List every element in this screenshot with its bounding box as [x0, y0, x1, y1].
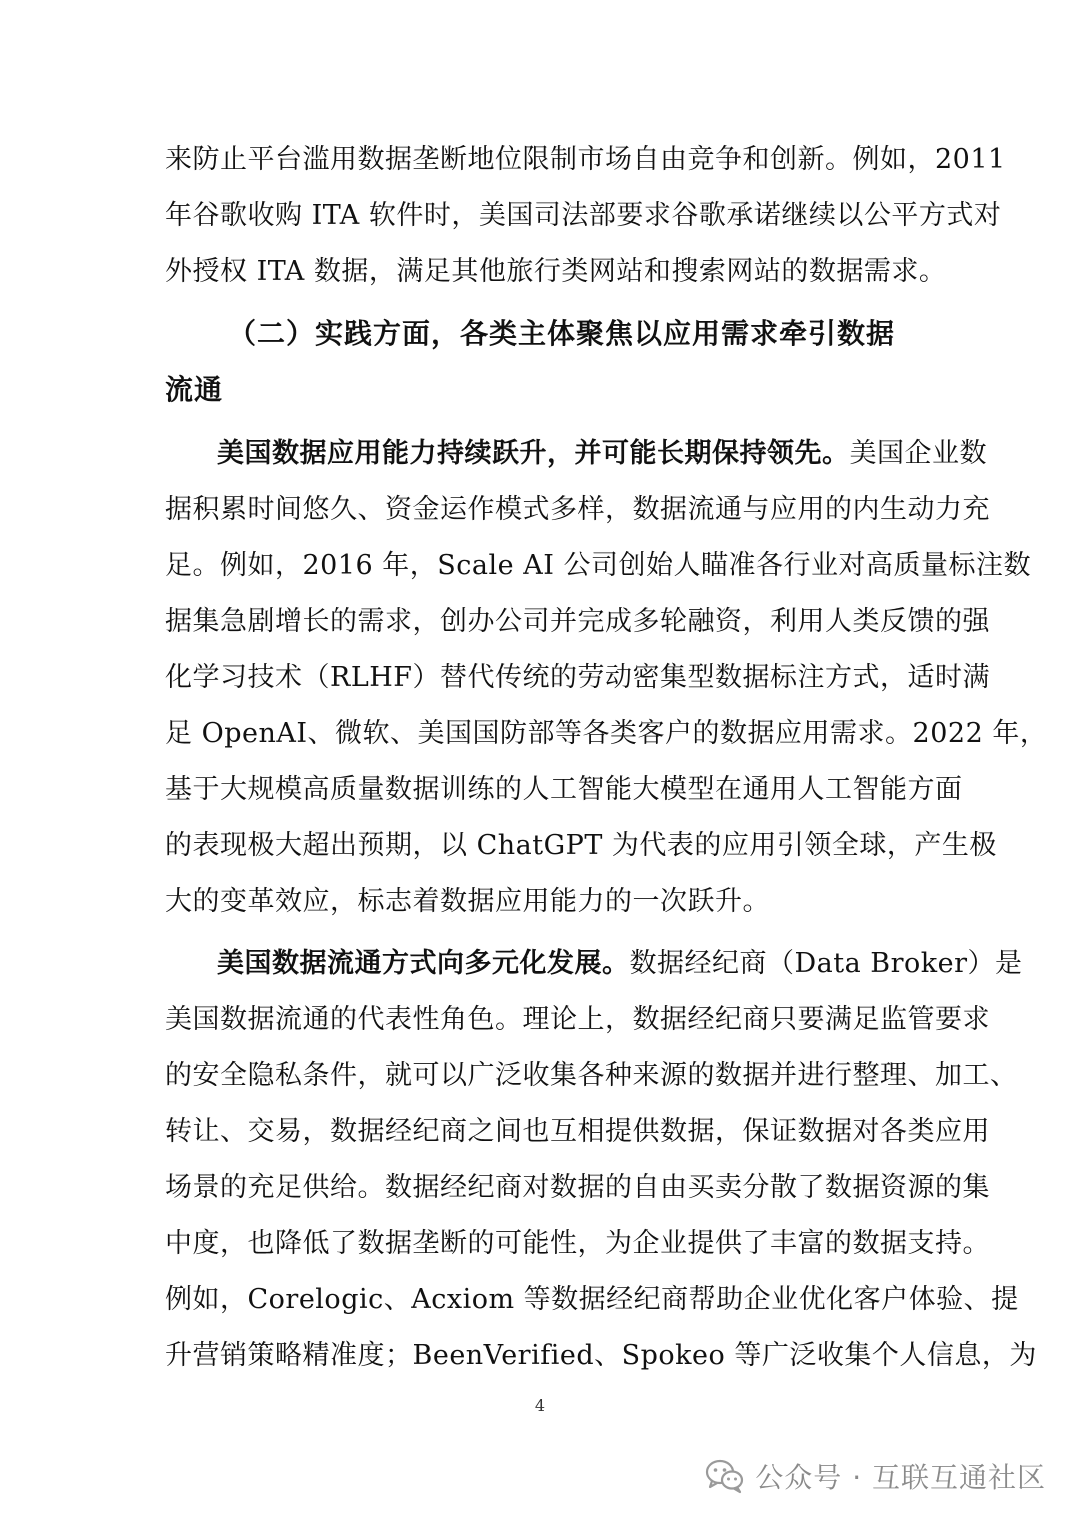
text-line: 来防止平台滥用数据垄断地位限制市场自由竞争和创新。例如，2011: [165, 144, 1006, 175]
bold-lead-sentence: 美国数据流通方式向多元化发展。: [217, 948, 630, 979]
text-line: 足。例如，2016 年，Scale AI 公司创始人瞄准各行业对高质量标注数: [165, 550, 1031, 581]
text-line: 据集急剧增长的需求，创办公司并完成多轮融资，利用人类反馈的强: [165, 606, 990, 637]
watermark: [705, 1456, 1046, 1496]
section-heading: （二）实践方面，各类主体聚焦以应用需求牵引数据: [228, 317, 896, 350]
paragraph-first-line: [217, 936, 1023, 992]
text-line: 转让、交易，数据经纪商之间也互相提供数据，保证数据对各类应用: [165, 1116, 990, 1147]
text-line: 年谷歌收购 ITA 软件时，美国司法部要求谷歌承诺继续以公平方式对: [165, 200, 1002, 231]
paragraph-first-line: [217, 426, 987, 482]
text-span: 数据经纪商（Data Broker）是: [629, 948, 1023, 979]
text-line: 据积累时间悠久、资金运作模式多样，数据流通与应用的内生动力充: [165, 494, 990, 525]
text-span: 美国企业数: [849, 438, 987, 469]
watermark-text: 公众号 · 互联互通社区: [755, 1461, 1046, 1494]
text-line: 例如，Corelogic、Acxiom 等数据经纪商帮助企业优化客户体验、提: [165, 1284, 1019, 1315]
wechat-icon: [705, 1458, 745, 1494]
text-line: 外授权 ITA 数据，满足其他旅行类网站和搜索网站的数据需求。: [165, 256, 947, 287]
text-line: 的表现极大超出预期，以 ChatGPT 为代表的应用引领全球，产生极: [165, 830, 997, 861]
text-line: 基于大规模高质量数据训练的人工智能大模型在通用人工智能方面: [165, 774, 963, 805]
text-line: 美国数据流通的代表性角色。理论上，数据经纪商只要满足监管要求: [165, 1004, 990, 1035]
text-line: 的安全隐私条件，就可以广泛收集各种来源的数据并进行整理、加工、: [165, 1060, 1018, 1091]
text-line: 化学习技术（RLHF）替代传统的劳动密集型数据标注方式，适时满: [165, 662, 991, 693]
text-line: 足 OpenAI、微软、美国国防部等各类客户的数据应用需求。2022 年，: [165, 718, 1048, 749]
bold-lead-sentence: 美国数据应用能力持续跃升，并可能长期保持领先。: [217, 438, 850, 469]
text-line: 中度，也降低了数据垄断的可能性，为企业提供了丰富的数据支持。: [165, 1228, 990, 1259]
text-line: 大的变革效应，标志着数据应用能力的一次跃升。: [165, 886, 770, 917]
text-line: 升营销策略精准度；BeenVerified、Spokeo 等广泛收集个人信息，为: [165, 1340, 1037, 1371]
section-heading-continued: 流通: [165, 373, 224, 406]
text-line: 场景的充足供给。数据经纪商对数据的自由买卖分散了数据资源的集: [165, 1172, 990, 1203]
page-number: 4: [534, 1396, 546, 1415]
